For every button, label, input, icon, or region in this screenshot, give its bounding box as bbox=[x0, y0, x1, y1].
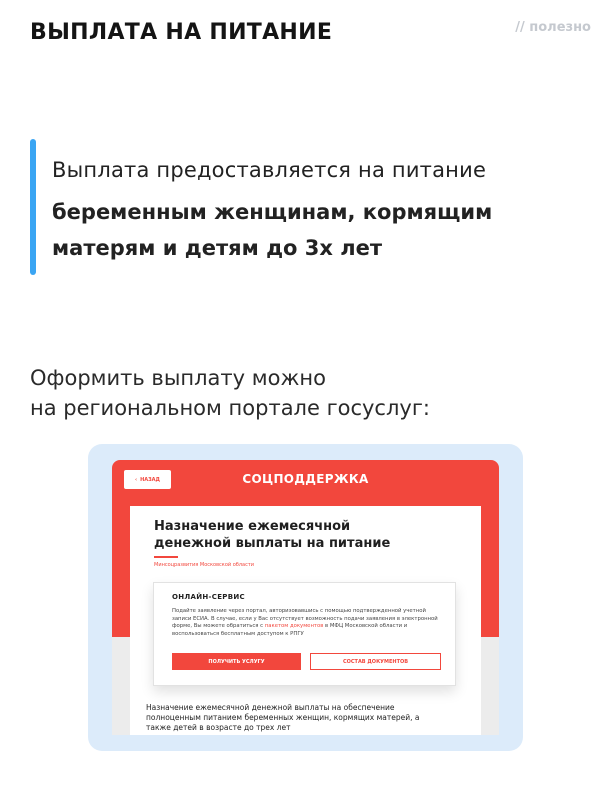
quote-accent-bar bbox=[30, 139, 36, 275]
quote-line-1: Выплата предоставляется на питание bbox=[52, 158, 487, 182]
title-underline bbox=[154, 556, 178, 558]
service-panel bbox=[130, 506, 481, 735]
service-title: Назначение ежемесячной денежной выплаты на питание bbox=[154, 519, 391, 551]
intro-line-1: Оформить выплату можно bbox=[30, 366, 326, 390]
back-button-label: НАЗАД bbox=[140, 476, 160, 483]
quote-line-2: беременным женщинам, кормящим bbox=[52, 200, 493, 224]
service-summary: Назначение ежемесячной денежной выплаты на обеспечение полноценным питанием беременных женщин, кормящих матерей, а также детей в возрасте до трех лет bbox=[146, 703, 420, 732]
documents-list-button[interactable]: СОСТАВ ДОКУМЕНТОВ bbox=[310, 653, 441, 670]
page-title: ВЫПЛАТА НА ПИТАНИЕ bbox=[30, 20, 333, 45]
category-tag: // полезно bbox=[515, 20, 591, 35]
description-text-2: в МФЦ Московской области и воспользоваться бесплатным доступом к РПГУ bbox=[172, 623, 408, 637]
documents-link[interactable]: пакетом документов bbox=[264, 623, 324, 629]
department-link[interactable]: Минсоцразвития Московской области bbox=[154, 562, 255, 568]
online-service-box bbox=[153, 582, 456, 686]
chevron-left-icon: ‹ bbox=[135, 476, 138, 483]
description-text-1: Подайте заявление через портал, авторизовавшись с помощью подтвержденной учетной записи ЕСИА. В случае, если у Вас отсутствует возможность подачи заявления в электронной форме, Вы можете обратиться с bbox=[172, 608, 438, 629]
online-service-description bbox=[172, 608, 442, 638]
portal-screenshot-card bbox=[88, 444, 523, 751]
get-service-button[interactable]: ПОЛУЧИТЬ УСЛУГУ bbox=[172, 653, 301, 670]
intro-line-2: на региональном портале госуслуг: bbox=[30, 396, 430, 420]
quote-line-3: матерям и детям до 3х лет bbox=[52, 236, 383, 260]
portal-brand: СОЦПОДДЕРЖКА bbox=[242, 472, 369, 486]
online-service-label: ОНЛАЙН-СЕРВИС bbox=[172, 593, 245, 601]
portal-screenshot bbox=[112, 460, 499, 735]
